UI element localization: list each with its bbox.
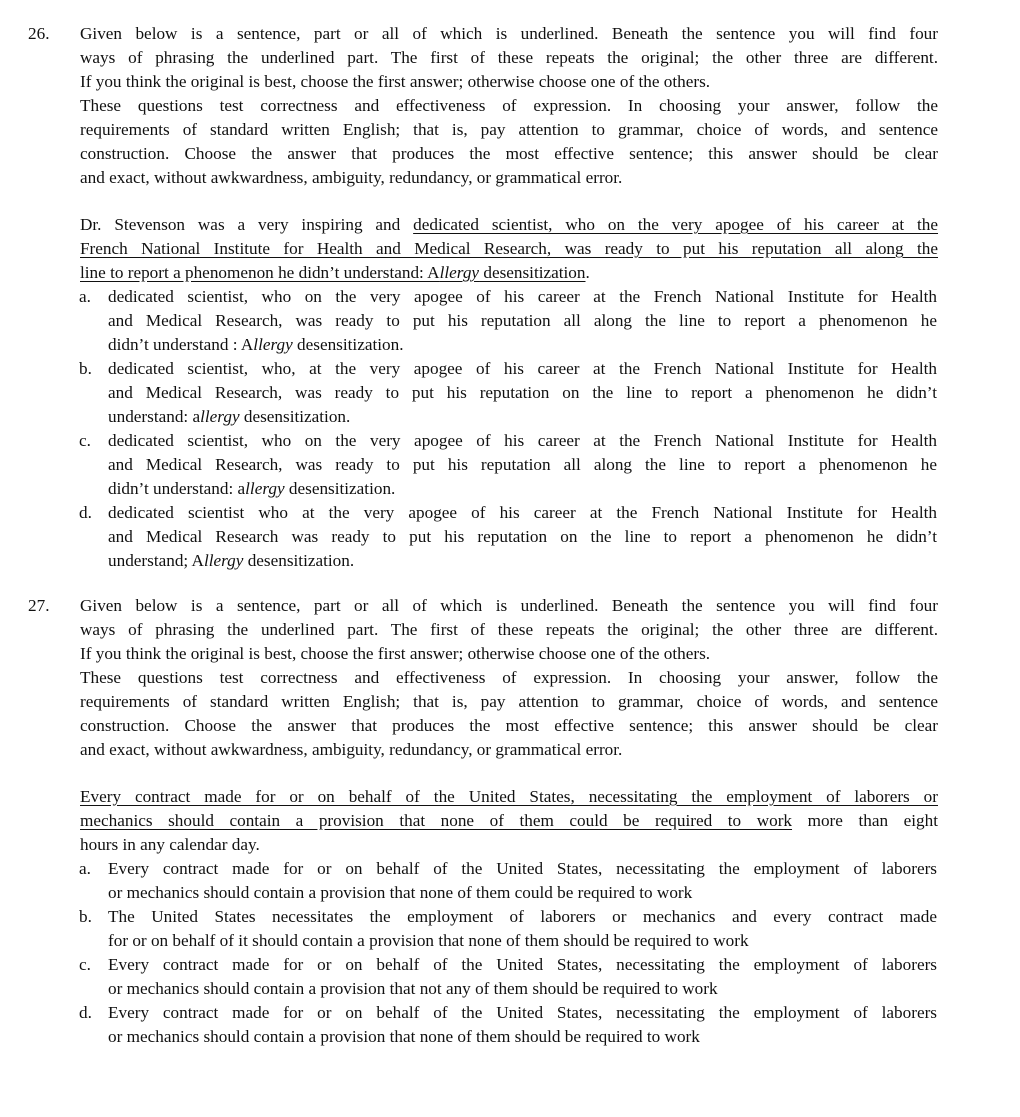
instruction-line: Given below is a sentence, part or all of which is underlined. Beneath the sentence you will find four bbox=[80, 596, 938, 615]
instruction-line: and exact, without awkwardness, ambiguity, redundancy, or grammatical error. bbox=[80, 740, 623, 759]
answer-options bbox=[80, 857, 938, 1049]
instruction-line: If you think the original is best, choose the first answer; otherwise choose one of the others. bbox=[80, 644, 711, 663]
answer-options bbox=[80, 285, 938, 573]
option-line: or mechanics should contain a provision that none of them should be required to work bbox=[108, 1027, 700, 1046]
option-line: dedicated scientist, who on the very apogee of his career at the French National Institute for Health bbox=[108, 287, 937, 306]
option-letter: b. bbox=[79, 359, 92, 378]
instruction-line: ways of phrasing the underlined part. The first of these repeats the original; the other three are different. bbox=[80, 48, 938, 67]
underlined-part: Every contract made for or on behalf of the United States, necessitating the employment of laborers or bbox=[80, 787, 938, 806]
option-c[interactable] bbox=[79, 953, 937, 1001]
question-sentence bbox=[80, 785, 938, 857]
question-number: 27. bbox=[28, 596, 50, 615]
option-line: and Medical Research, was ready to put his reputation all along the line to report a phenomenon he bbox=[108, 311, 937, 330]
underlined-part: mechanics should contain a provision that none of them could be required to work bbox=[80, 811, 793, 830]
option-line: The United States necessitates the employment of laborers or mechanics and every contract made bbox=[108, 907, 937, 926]
instruction-line: These questions test correctness and effectiveness of expression. In choosing your answer, follow the bbox=[80, 96, 938, 115]
underlined-part: dedicated scientist, who on the very apogee of his career at the bbox=[413, 215, 939, 234]
option-line: and Medical Research, was ready to put his reputation all along the line to report a phenomenon he bbox=[108, 455, 937, 474]
sentence-text: Dr. Stevenson was a very inspiring and bbox=[80, 215, 414, 234]
option-d[interactable] bbox=[79, 1001, 937, 1049]
option-line: Every contract made for or on behalf of the United States, necessitating the employment of laborers bbox=[108, 955, 937, 974]
underlined-part: French National Institute for Health and Medical Research, was ready to put his reputation all along the bbox=[80, 239, 938, 258]
option-d[interactable] bbox=[79, 501, 937, 573]
sentence-text: hours in any calendar day. bbox=[80, 835, 260, 854]
option-letter: a. bbox=[79, 859, 91, 878]
option-line: understand: allergy desensitization. bbox=[108, 407, 351, 426]
option-line: Every contract made for or on behalf of the United States, necessitating the employment of laborers bbox=[108, 1003, 937, 1022]
instruction-line: Given below is a sentence, part or all of which is underlined. Beneath the sentence you will find four bbox=[80, 24, 938, 43]
question-number: 26. bbox=[28, 24, 50, 43]
option-b[interactable] bbox=[79, 357, 937, 429]
instruction-line: construction. Choose the answer that produces the most effective sentence; this answer should be clear bbox=[80, 716, 938, 735]
instructions bbox=[80, 594, 938, 762]
option-line: or mechanics should contain a provision that none of them could be required to work bbox=[108, 883, 693, 902]
option-line: Every contract made for or on behalf of the United States, necessitating the employment of laborers bbox=[108, 859, 937, 878]
option-c[interactable] bbox=[79, 429, 937, 501]
option-line: didn’t understand: allergy desensitization. bbox=[108, 479, 396, 498]
option-line: or mechanics should contain a provision that not any of them should be required to work bbox=[108, 979, 718, 998]
underlined-part: line to report a phenomenon he didn’t understand: Allergy desensitization bbox=[80, 263, 586, 282]
sentence-text: . bbox=[585, 263, 590, 282]
question-body bbox=[80, 22, 938, 285]
question-sentence bbox=[80, 213, 938, 285]
option-letter: a. bbox=[79, 287, 91, 306]
instructions bbox=[80, 22, 938, 190]
option-a[interactable] bbox=[79, 285, 937, 357]
instruction-line: construction. Choose the answer that produces the most effective sentence; this answer should be clear bbox=[80, 144, 938, 163]
option-letter: b. bbox=[79, 907, 92, 926]
option-letter: c. bbox=[79, 431, 91, 450]
option-line: and Medical Research, was ready to put his reputation on the line to report a phenomenon he didn’t bbox=[108, 383, 937, 402]
option-line: for or on behalf of it should contain a provision that none of them should be required to work bbox=[108, 931, 749, 950]
question-body bbox=[80, 594, 938, 857]
option-line: dedicated scientist, who on the very apogee of his career at the French National Institute for Health bbox=[108, 431, 937, 450]
instruction-line: and exact, without awkwardness, ambiguity, redundancy, or grammatical error. bbox=[80, 168, 623, 187]
option-line: dedicated scientist, who, at the very apogee of his career at the French National Institute for Health bbox=[108, 359, 937, 378]
sentence-text: more than eight bbox=[792, 811, 938, 830]
option-line: and Medical Research was ready to put his reputation on the line to report a phenomenon he didn’t bbox=[108, 527, 937, 546]
option-line: understand; Allergy desensitization. bbox=[108, 551, 355, 570]
instruction-line: ways of phrasing the underlined part. The first of these repeats the original; the other three are different. bbox=[80, 620, 938, 639]
option-letter: c. bbox=[79, 955, 91, 974]
instruction-line: requirements of standard written English; that is, pay attention to grammar, choice of words, and sentence bbox=[80, 120, 938, 139]
option-a[interactable] bbox=[79, 857, 937, 905]
option-letter: d. bbox=[79, 1003, 92, 1022]
instruction-line: If you think the original is best, choose the first answer; otherwise choose one of the others. bbox=[80, 72, 711, 91]
option-letter: d. bbox=[79, 503, 92, 522]
instruction-line: These questions test correctness and effectiveness of expression. In choosing your answer, follow the bbox=[80, 668, 938, 687]
option-line: dedicated scientist who at the very apogee of his career at the French National Institute for Health bbox=[108, 503, 937, 522]
instruction-line: requirements of standard written English; that is, pay attention to grammar, choice of words, and sentence bbox=[80, 692, 938, 711]
option-b[interactable] bbox=[79, 905, 937, 953]
option-line: didn’t understand : Allergy desensitization. bbox=[108, 335, 404, 354]
